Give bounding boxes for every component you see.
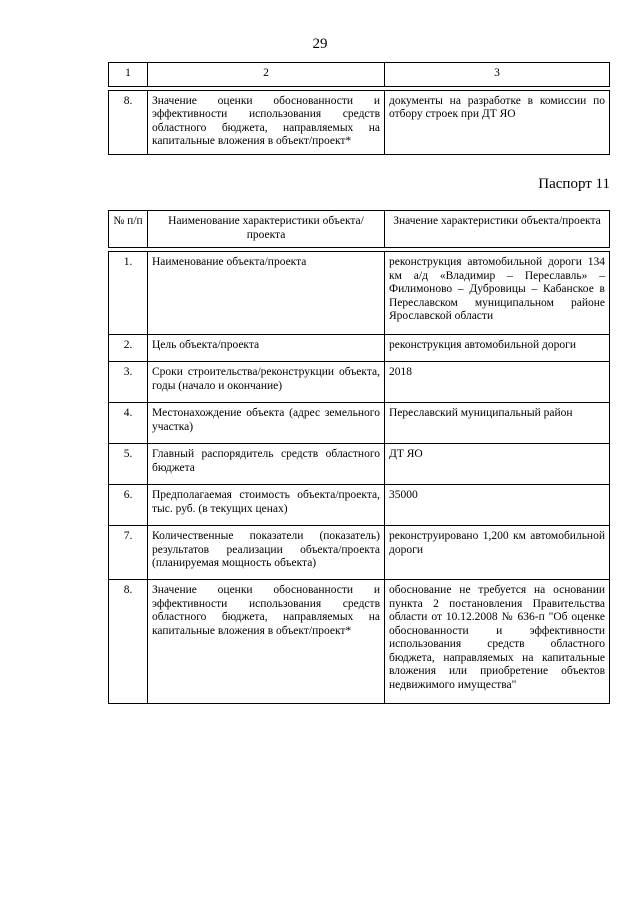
table-row	[109, 362, 610, 403]
table-row	[109, 444, 610, 485]
table-row	[109, 90, 610, 154]
row-name: Значение оценки обоснованности и эффективности использования средств областного бюджета, направляемых на капитальные вложения в объект/проект*	[148, 90, 385, 154]
table-row	[109, 485, 610, 526]
header-cell-value: Значение характеристики объекта/проекта	[385, 211, 610, 248]
header-cell-3: 3	[385, 63, 610, 87]
row-value: реконструировано 1,200 км автомобильной дороги	[385, 526, 610, 580]
row-number: 8.	[109, 90, 148, 154]
row-number: 2.	[109, 335, 148, 362]
page-number: 29	[312, 36, 328, 52]
row-number: 1.	[109, 252, 148, 335]
row-value: документы на разработке в комиссии по отбору строек при ДТ ЯО	[385, 90, 610, 154]
header-cell-number: № п/п	[109, 211, 148, 248]
row-number: 4.	[109, 403, 148, 444]
row-name: Сроки строительства/реконструкции объекта, годы (начало и окончание)	[148, 362, 385, 403]
row-value: Переславский муниципальный район	[385, 403, 610, 444]
passport-table	[108, 210, 610, 704]
row-name: Значение оценки обоснованности и эффективности использования средств областного бюджета, направляемых на капитальные вложения в объект/проект*	[148, 580, 385, 704]
row-value: ДТ ЯО	[385, 444, 610, 485]
passport-title: Паспорт 11	[538, 176, 610, 192]
row-number: 5.	[109, 444, 148, 485]
row-number: 7.	[109, 526, 148, 580]
row-name: Главный распорядитель средств областного бюджета	[148, 444, 385, 485]
table-header-row	[109, 211, 610, 248]
table-continuation	[108, 62, 610, 155]
row-value: 2018	[385, 362, 610, 403]
row-number: 3.	[109, 362, 148, 403]
row-name: Наименование объекта/проекта	[148, 252, 385, 335]
row-name: Местонахождение объекта (адрес земельного участка)	[148, 403, 385, 444]
table-row	[109, 403, 610, 444]
row-value: реконструкция автомобильной дороги	[385, 335, 610, 362]
row-name: Предполагаемая стоимость объекта/проекта, тыс. руб. (в текущих ценах)	[148, 485, 385, 526]
table-row	[109, 252, 610, 335]
row-value: реконструкция автомобильной дороги 134 км а/д «Владимир – Переславль» – Филимоново – Дубровицы – Кабанское в Переславском муниципальном районе Ярославской области	[385, 252, 610, 335]
row-number: 6.	[109, 485, 148, 526]
table-row	[109, 580, 610, 704]
row-value: обоснование не требуется на основании пункта 2 постановления Правительства области от 10.12.2008 № 636-п "Об оценке обоснованности и эффективности использования средств областного бюджета, направляемых на капитальные вложения или приобретение объектов недвижимого имущества"	[385, 580, 610, 704]
header-cell-2: 2	[148, 63, 385, 87]
row-number: 8.	[109, 580, 148, 704]
header-cell-1: 1	[109, 63, 148, 87]
table-row	[109, 335, 610, 362]
row-value: 35000	[385, 485, 610, 526]
row-name: Количественные показатели (показатель) результатов реализации объекта/проекта (планируемая мощность объекта)	[148, 526, 385, 580]
header-cell-name: Наименование характеристики объекта/проекта	[148, 211, 385, 248]
table-header-row	[109, 63, 610, 87]
table-row	[109, 526, 610, 580]
row-name: Цель объекта/проекта	[148, 335, 385, 362]
